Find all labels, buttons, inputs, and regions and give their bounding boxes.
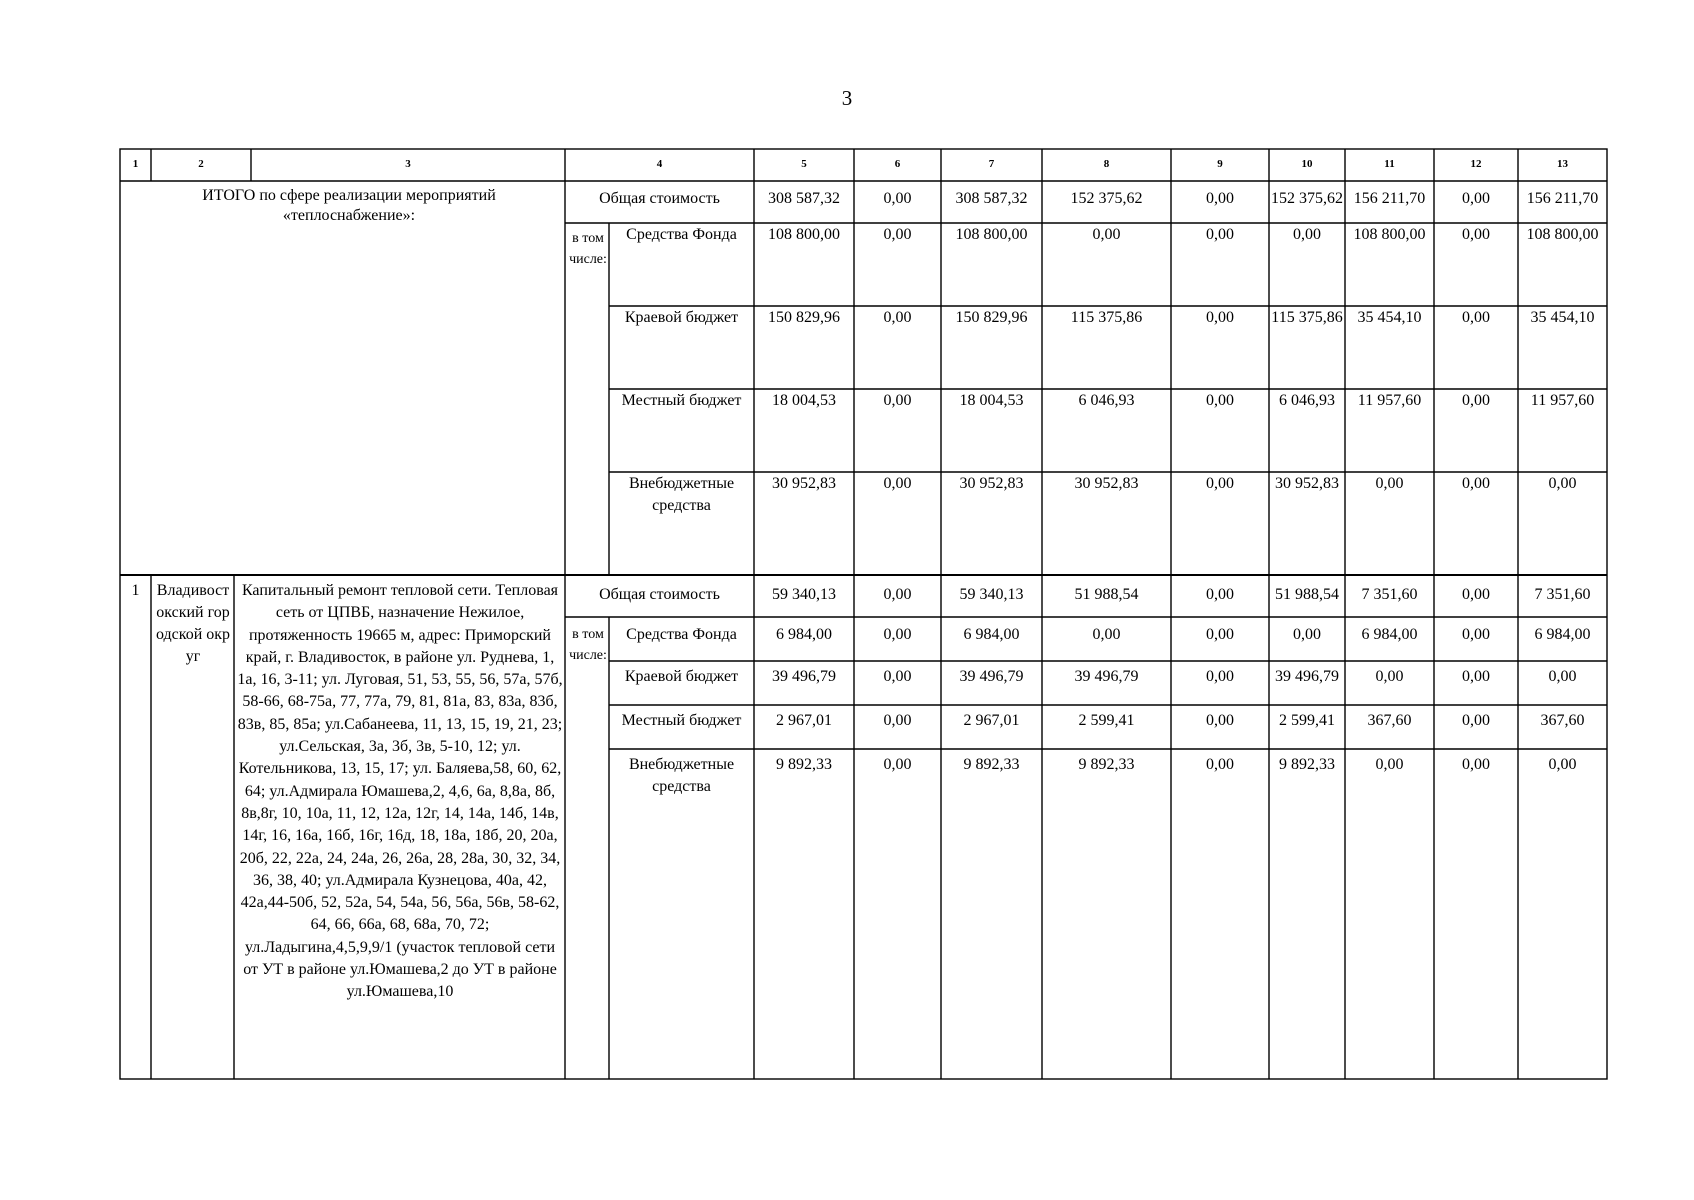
item-source-value: 0,00 [1206, 668, 1234, 685]
total-general-value: 156 211,70 [1353, 190, 1426, 207]
column-header: 4 [656, 158, 663, 170]
item-source-value: 2 967,01 [963, 712, 1020, 729]
item-source-value: 0,00 [883, 756, 912, 773]
item-source-value: 0,00 [1462, 626, 1490, 643]
item-source-value: 39 496,79 [1074, 668, 1139, 685]
total-general-value: 152 375,62 [1271, 190, 1343, 207]
item-source-value: 2 599,41 [1279, 712, 1335, 729]
item-general-value: 51 988,54 [1074, 586, 1139, 603]
item-source-value: 0,00 [1092, 626, 1121, 643]
item-source-value: 2 599,41 [1078, 712, 1135, 729]
total-source-value: 108 800,00 [1353, 226, 1426, 243]
total-source-label: Местный бюджет [621, 392, 742, 409]
total-source-value: 0,00 [1462, 475, 1490, 492]
total-source-value: 30 952,83 [1074, 475, 1139, 492]
total-source-value: 115 375,86 [1070, 309, 1143, 326]
total-general-value: 308 587,32 [768, 190, 840, 207]
total-source-value: 0,00 [1462, 309, 1490, 326]
item-source-value: 0,00 [1375, 756, 1404, 773]
total-source-value: 108 800,00 [768, 226, 840, 243]
item-source-value: 2 967,01 [776, 712, 832, 729]
column-header: 10 [1301, 158, 1313, 170]
total-source-value: 30 952,83 [959, 475, 1024, 492]
column-header: 13 [1557, 158, 1568, 170]
total-source-value: 0,00 [1206, 475, 1234, 492]
item-source-value: 0,00 [1462, 668, 1490, 685]
item-source-label: Средства Фонда [626, 626, 737, 643]
item-source-value: 0,00 [883, 626, 912, 643]
item-source-value: 9 892,33 [1279, 756, 1335, 773]
total-source-value: 0,00 [1206, 226, 1234, 243]
item-general-value: 7 351,60 [1534, 586, 1591, 603]
total-including-label: в том числе: [569, 231, 607, 267]
item-source-value: 0,00 [883, 712, 912, 729]
total-source-value: 150 829,96 [955, 309, 1028, 326]
total-source-value: 0,00 [883, 392, 912, 409]
item-general-value: 0,00 [1462, 586, 1490, 603]
total-source-value: 11 957,60 [1357, 392, 1422, 409]
total-source-value: 35 454,10 [1357, 309, 1422, 326]
total-source-value: 6 046,93 [1279, 392, 1335, 409]
item-general-value: 51 988,54 [1275, 586, 1339, 603]
column-header: 11 [1384, 158, 1395, 170]
item-number: 1 [131, 582, 140, 599]
column-header: 9 [1217, 158, 1223, 170]
column-header: 3 [405, 158, 411, 170]
total-source-value: 0,00 [1375, 475, 1404, 492]
item-source-value: 0,00 [1462, 756, 1490, 773]
item-source-value: 39 496,79 [959, 668, 1024, 685]
total-source-label: Краевой бюджет [624, 309, 739, 326]
total-source-value: 30 952,83 [772, 475, 836, 492]
total-source-value: 18 004,53 [772, 392, 836, 409]
total-general-label: Общая стоимость [599, 190, 720, 207]
item-source-value: 0,00 [1548, 756, 1577, 773]
total-source-value: 0,00 [883, 309, 912, 326]
total-general-value: 152 375,62 [1070, 190, 1143, 207]
item-source-value: 0,00 [1206, 756, 1234, 773]
total-source-value: 150 829,96 [768, 309, 840, 326]
total-source-value: 0,00 [1092, 226, 1121, 243]
item-source-value: 9 892,33 [1078, 756, 1135, 773]
column-header: 12 [1470, 158, 1482, 170]
total-source-value: 0,00 [1206, 392, 1234, 409]
item-source-value: 0,00 [883, 668, 912, 685]
column-header: 2 [198, 158, 204, 170]
total-general-value: 156 211,70 [1526, 190, 1599, 207]
item-general-value: 59 340,13 [959, 586, 1024, 603]
total-label: ИТОГО по сфере реализации мероприятий «теплоснабжение»: [202, 187, 496, 224]
item-source-value: 6 984,00 [1361, 626, 1418, 643]
total-source-value: 0,00 [1293, 226, 1321, 243]
total-general-value: 0,00 [1206, 190, 1234, 207]
item-source-value: 6 984,00 [776, 626, 832, 643]
total-source-value: 6 046,93 [1078, 392, 1135, 409]
item-general-value: 59 340,13 [772, 586, 836, 603]
item-description: Капитальный ремонт тепловой сети. Тепловая сеть от ЦПВБ, назначение Нежилое, протяженность 19665 м, адрес: Приморский край, г. Владивосток, в районе ул. Руднева, 1, 1а, 16, 3-11; ул. Луговая, 51, 53, 55, 56, 57а, 57б, 58-66, 68-75а, 77, 77а, 79, 81, 81а, 83, 83а, 83б, 83в, 85, 85а; ул.Сабанеева, 11, 13, 15, 19, 21, 23; ул.Сельская, 3а, 3б, 3в, 5-10, 12; ул. Котельникова, 13, 15, 17; ул. Баляева,58, 60, 62, 64; ул.Адмирала Юмашева,2, 4,6, 6а, 8,8а, 8б, 8в,8г, 10, 10а, 11, 12, 12а, 12г, 14, 14а, 14б, 14в, 14г, 16, 16а, 16б, 16г, 16д, 18, 18а, 18б, 20, 20а, 20б, 22, 22а, 24, 24а, 26, 26а, 28, 28а, 30, 32, 34, 36, 38, 40; ул.Адмирала Кузнецова, 40а, 42, 42а,44-50б, 52, 52а, 54, 54а, 56, 56а, 56в, 58-62, 64, 66, 66а, 68, 68а, 70, 72; ул.Ладыгина,4,5,9,9/1 (участок тепловой сети от УТ в районе ул.Юмашева,2 до УТ в районе ул.Юмашева,10 [237, 582, 563, 1001]
item-source-value: 9 892,33 [776, 756, 832, 773]
column-header: 6 [894, 158, 901, 170]
column-header: 7 [988, 158, 995, 170]
item-source-label: Внебюджетные средства [628, 756, 735, 795]
total-source-label: Внебюджетные средства [628, 475, 735, 514]
item-source-value: 367,60 [1367, 712, 1412, 729]
item-source-value: 6 984,00 [1534, 626, 1591, 643]
item-municipality: Владивостокский городской округ [155, 582, 231, 665]
item-general-value: 7 351,60 [1361, 586, 1418, 603]
total-source-value: 0,00 [883, 226, 912, 243]
item-source-value: 0,00 [1206, 626, 1234, 643]
item-source-value: 39 496,79 [1275, 668, 1339, 685]
total-source-value: 35 454,10 [1530, 309, 1595, 326]
item-source-label: Краевой бюджет [624, 668, 739, 685]
item-general-value: 0,00 [883, 586, 912, 603]
total-general-value: 308 587,32 [955, 190, 1028, 207]
total-source-value: 0,00 [883, 475, 912, 492]
item-source-value: 0,00 [1293, 626, 1321, 643]
total-source-value: 0,00 [1462, 392, 1490, 409]
total-general-value: 0,00 [1462, 190, 1490, 207]
total-source-value: 108 800,00 [1526, 226, 1599, 243]
column-header: 1 [132, 158, 139, 170]
total-source-value: 108 800,00 [955, 226, 1028, 243]
item-general-label: Общая стоимость [599, 586, 720, 603]
item-source-label: Местный бюджет [621, 712, 742, 729]
column-header: 5 [801, 158, 807, 170]
financing-table [119, 148, 1609, 1082]
total-source-value: 0,00 [1206, 309, 1234, 326]
total-source-value: 115 375,86 [1271, 309, 1343, 326]
total-source-value: 11 957,60 [1530, 392, 1595, 409]
item-source-value: 0,00 [1462, 712, 1490, 729]
total-source-value: 0,00 [1548, 475, 1577, 492]
total-source-value: 0,00 [1462, 226, 1490, 243]
item-source-value: 0,00 [1206, 712, 1234, 729]
column-header: 8 [1103, 158, 1110, 170]
item-source-value: 6 984,00 [963, 626, 1020, 643]
total-general-value: 0,00 [883, 190, 912, 207]
item-source-value: 0,00 [1548, 668, 1577, 685]
item-including-label: в том числе: [569, 627, 607, 663]
item-source-value: 0,00 [1375, 668, 1404, 685]
total-source-value: 18 004,53 [959, 392, 1024, 409]
item-general-value: 0,00 [1206, 586, 1234, 603]
item-source-value: 9 892,33 [963, 756, 1020, 773]
page-number: 3 [841, 86, 853, 110]
item-source-value: 39 496,79 [772, 668, 836, 685]
item-source-value: 367,60 [1540, 712, 1585, 729]
total-source-label: Средства Фонда [626, 226, 737, 243]
total-source-value: 30 952,83 [1275, 475, 1339, 492]
